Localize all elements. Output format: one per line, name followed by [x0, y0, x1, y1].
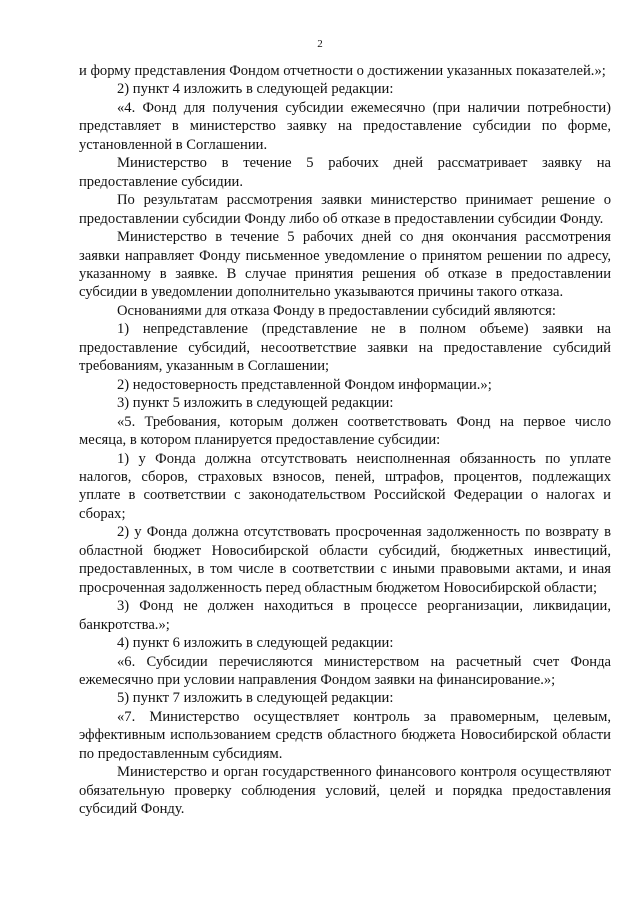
paragraph-requirement-1: 1) у Фонда должна отсутствовать неисполненная обязанность по уплате налогов, сборов, страховых взносов, пеней, штрафов, процентов, подлежащих уплате в соответствии с законодательством Российской Федерации о налогах и сборах; [79, 450, 611, 522]
paragraph-decision: По результатам рассмотрения заявки министерство принимает решение о предоставлении субсидии Фонду либо об отказе в предоставлении субсидии Фонду. [79, 192, 611, 227]
paragraph-refusal-grounds: Основаниями для отказа Фонду в предоставлении субсидий являются: [117, 302, 556, 319]
paragraph-review-term: Министерство в течение 5 рабочих дней рассматривает заявку на предоставление субсидии. [79, 155, 611, 190]
paragraph-item-3-heading: 3) пункт 5 изложить в следующей редакции: [117, 395, 394, 412]
page-number: 2 [317, 38, 323, 50]
paragraph-clause-7: «7. Министерство осуществляет контроль за правомерным, целевым, эффективным использованием средств областного бюджета Новосибирской области по предоставленным субсидиям. [79, 708, 611, 762]
paragraph-notification: Министерство в течение 5 рабочих дней со дня окончания рассмотрения заявки направляет Фонду письменное уведомление о принятом решении по адресу, указанному в заявке. В случае принятия решения об отказе в предоставлении субсидии в уведомлении дополнительно указываются причины такого отказа. [79, 229, 611, 301]
paragraph-continuation: и форму представления Фондом отчетности о достижении указанных показателей.»; [79, 63, 606, 79]
document-body [79, 62, 611, 819]
paragraph-item-2-heading: 2) пункт 4 изложить в следующей редакции: [117, 81, 394, 98]
paragraph-control: Министерство и орган государственного финансового контроля осуществляют обязательную проверку соблюдения условий, целей и порядка предоставления субсидий Фонду. [79, 764, 611, 818]
paragraph-item-4-heading: 4) пункт 6 изложить в следующей редакции: [117, 635, 394, 652]
paragraph-requirement-2: 2) у Фонда должна отсутствовать просроченная задолженность по возврату в областной бюджет Новосибирской области субсидий, бюджетных инвестиций, предоставленных, в том числе в соответствии с иными правовыми актами, и иная просроченная задолженность перед областным бюджетом Новосибирской области; [79, 524, 611, 596]
paragraph-refusal-ground-1: 1) непредставление (представление не в полном объеме) заявки на предоставление субсидий, несоответствие заявки на предоставление субсидий требованиям, указанным в Соглашении; [79, 321, 611, 375]
paragraph-refusal-ground-2: 2) недостоверность представленной Фондом информации.»; [117, 376, 492, 393]
paragraph-clause-6: «6. Субсидии перечисляются министерством на расчетный счет Фонда ежемесячно при условии направления Фондом заявки на финансирование.»; [79, 653, 611, 688]
paragraph-clause-5: «5. Требования, которым должен соответствовать Фонд на первое число месяца, в котором планируется предоставление субсидии: [79, 413, 611, 449]
paragraph-requirement-3: 3) Фонд не должен находиться в процессе реорганизации, ликвидации, банкротства.»; [79, 598, 611, 633]
paragraph-item-5-heading: 5) пункт 7 изложить в следующей редакции: [117, 690, 394, 707]
paragraph-clause-4: «4. Фонд для получения субсидии ежемесячно (при наличии потребности) представляет в министерство заявку на предоставление субсидии по форме, установленной в Соглашении. [79, 99, 611, 153]
